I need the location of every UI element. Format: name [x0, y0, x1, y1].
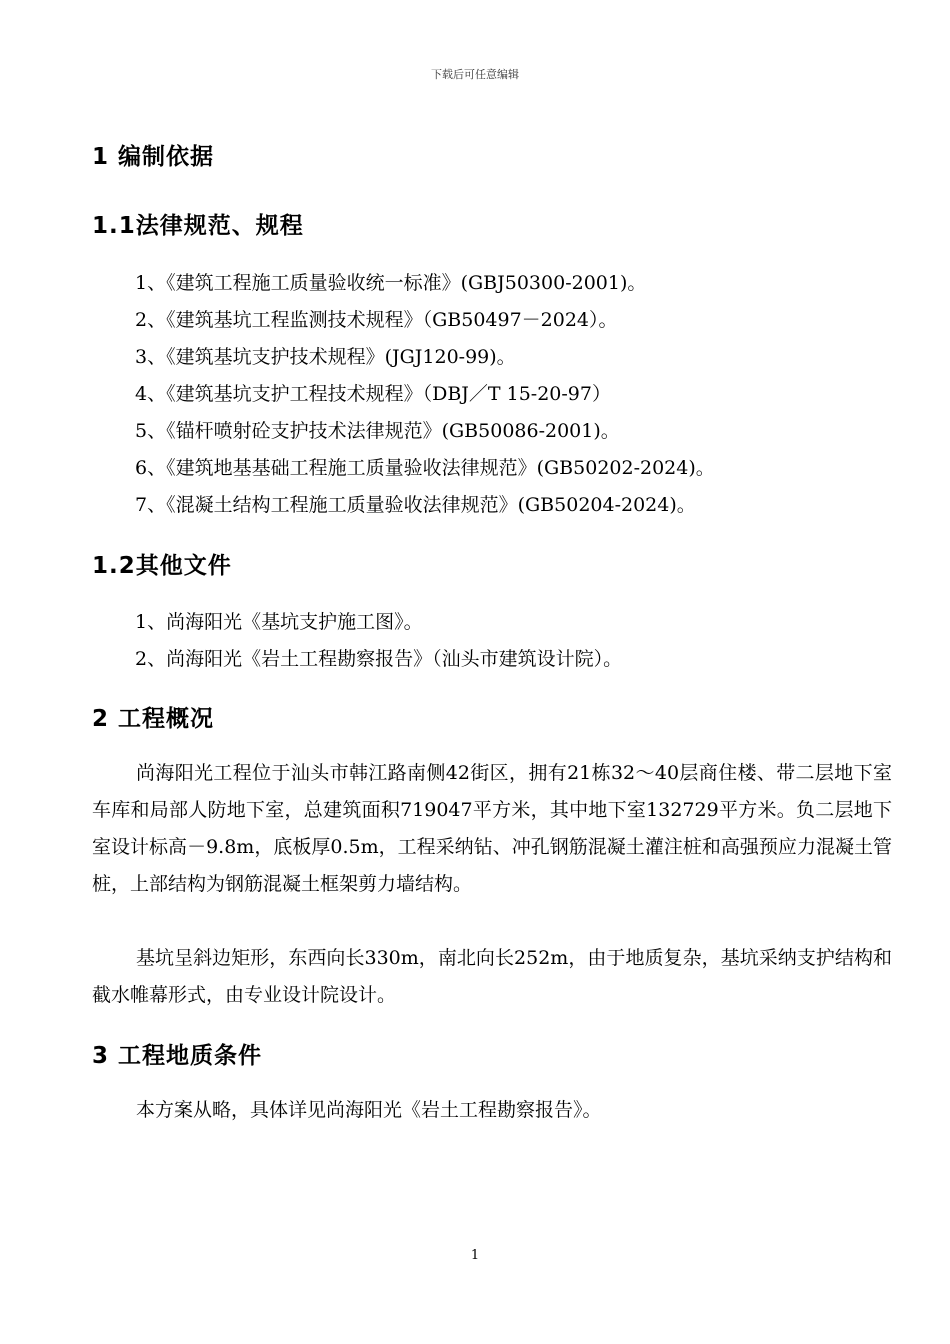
page-number: 1 — [470, 1248, 480, 1263]
list-item: 1、《建筑工程施工质量验收统一标准》(GBJ50300-2001)。 — [135, 272, 647, 294]
list-item: 6、《建筑地基基础工程施工质量验收法律规范》(GB50202-2024)。 — [135, 457, 715, 479]
list-item: 7、《混凝土结构工程施工质量验收法律规范》(GB50204-2024)。 — [135, 494, 696, 516]
section-1-1-heading: 1.1法律规范、规程 — [92, 213, 304, 239]
paragraph: 基坑呈斜边矩形，东西向长330m，南北向长252m，由于地质复杂，基坑采纳支护结构和截水帷幕形式，由专业设计院设计。 — [92, 947, 892, 1006]
section-3-heading: 3 工程地质条件 — [92, 1043, 263, 1069]
list-item: 2、尚海阳光《岩土工程勘察报告》（汕头市建筑设计院）。 — [135, 648, 623, 670]
page-header: 下载后可任意编辑 — [431, 68, 519, 81]
list-item: 4、《建筑基坑支护工程技术规程》（DBJ／T 15-20-97） — [135, 383, 611, 405]
list-item: 3、《建筑基坑支护技术规程》(JGJ120-99)。 — [135, 346, 516, 368]
paragraph: 本方案从略，具体详见尚海阳光《岩土工程勘察报告》。 — [136, 1099, 602, 1121]
list-item: 2、《建筑基坑工程监测技术规程》（GB50497－2024）。 — [135, 309, 618, 331]
section-2-heading: 2 工程概况 — [92, 706, 215, 732]
list-item: 1、尚海阳光《基坑支护施工图》。 — [135, 611, 423, 633]
paragraph: 尚海阳光工程位于汕头市韩江路南侧42街区，拥有21栋32～40层商住楼、带二层地下室车库和局部人防地下室，总建筑面积719047平方米，其中地下室132729平方米。负二层地下室设计标高－9.8m，底板厚0.5m，工程采纳钻、冲孔钢筋混凝土灌注桩和高强预应力混凝土管桩，上部结构为钢筋混凝土框架剪力墙结构。 — [92, 762, 892, 895]
section-1-heading: 1 编制依据 — [92, 144, 215, 170]
list-item: 5、《锚杆喷射砼支护技术法律规范》(GB50086-2001)。 — [135, 420, 620, 442]
section-1-2-heading: 1.2其他文件 — [92, 553, 232, 579]
